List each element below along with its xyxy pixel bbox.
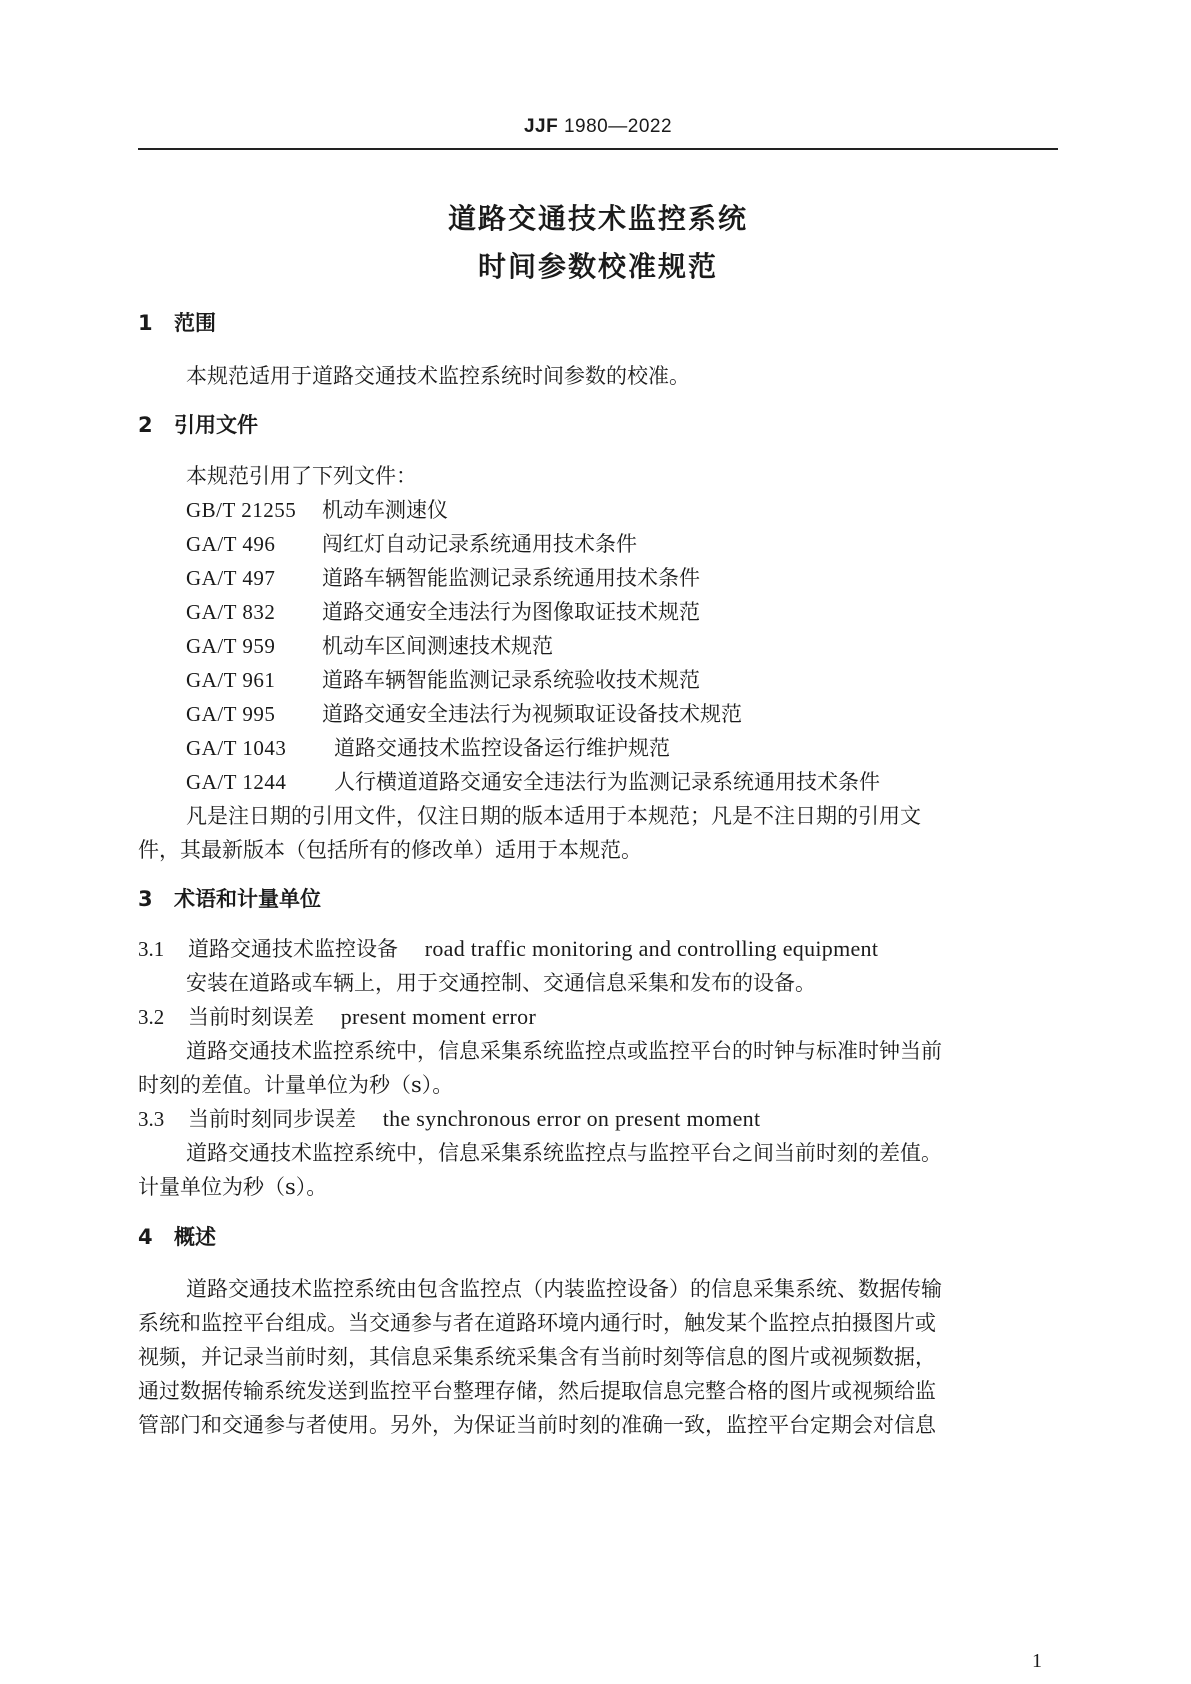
reference-code: GA/T 497	[186, 566, 276, 590]
page-header	[138, 116, 1058, 138]
term-chinese: 道路交通技术监控设备	[188, 937, 398, 961]
section-4-heading	[138, 1222, 216, 1252]
term-english: road traffic monitoring and controlling equipment	[424, 936, 879, 961]
section-2-heading	[138, 410, 258, 440]
reference-code: GA/T 1244	[186, 770, 287, 794]
reference-code: GA/T 961	[186, 668, 276, 692]
document-title-line1: 道路交通技术监控系统	[447, 202, 748, 235]
section-title: 范围	[174, 311, 216, 335]
reference-item	[186, 631, 553, 661]
std-code-number: 1980—2022	[563, 116, 673, 137]
reference-item	[186, 733, 670, 763]
overview-line: 管部门和交通参与者使用。另外，为保证当前时刻的准确一致，监控平台定期会对信息	[138, 1413, 936, 1437]
section-1-paragraph: 本规范适用于道路交通技术监控系统时间参数的校准。	[186, 364, 690, 388]
section-number: 1	[138, 311, 153, 335]
reference-code: GA/T 832	[186, 600, 276, 624]
overview-line: 视频，并记录当前时刻，其信息采集系统采集含有当前时刻等信息的图片或视频数据，	[138, 1345, 936, 1369]
section-title: 术语和计量单位	[174, 887, 321, 911]
reference-item	[186, 597, 700, 627]
reference-name: 机动车测速仪	[322, 498, 448, 522]
reference-name: 道路交通安全违法行为图像取证技术规范	[322, 600, 700, 624]
term-definition-line1: 安装在道路或车辆上，用于交通控制、交通信息采集和发布的设备。	[186, 971, 816, 995]
term-english: the synchronous error on present moment	[382, 1106, 761, 1131]
term-english: present moment error	[340, 1004, 537, 1029]
header-rule	[138, 148, 1058, 150]
reference-name: 道路车辆智能监测记录系统通用技术条件	[322, 566, 700, 590]
references-note-line2: 件，其最新版本（包括所有的修改单）适用于本规范。	[138, 838, 642, 862]
reference-name: 道路车辆智能监测记录系统验收技术规范	[322, 668, 700, 692]
section-number: 2	[138, 413, 153, 437]
references-intro: 本规范引用了下列文件：	[186, 464, 417, 488]
reference-name: 人行横道道路交通安全违法行为监测记录系统通用技术条件	[334, 770, 880, 794]
section-number: 3	[138, 887, 153, 911]
section-number: 4	[138, 1225, 153, 1249]
overview-line: 通过数据传输系统发送到监控平台整理存储，然后提取信息完整合格的图片或视频给监	[138, 1379, 936, 1403]
reference-item	[186, 529, 637, 559]
reference-item	[186, 563, 700, 593]
overview-line: 道路交通技术监控系统由包含监控点（内装监控设备）的信息采集系统、数据传输	[186, 1277, 942, 1301]
reference-code: GA/T 959	[186, 634, 276, 658]
overview-line: 系统和监控平台组成。当交通参与者在道路环境内通行时，触发某个监控点拍摄图片或	[138, 1311, 936, 1335]
reference-item	[186, 699, 742, 729]
term-entry	[138, 1104, 760, 1134]
section-title: 引用文件	[174, 413, 258, 437]
document-title-line2: 时间参数校准规范	[477, 250, 718, 283]
reference-code: GA/T 496	[186, 532, 276, 556]
term-definition-line2: 时刻的差值。计量单位为秒（s）。	[138, 1073, 454, 1097]
term-definition-line2: 计量单位为秒（s）。	[138, 1175, 328, 1199]
term-chinese: 当前时刻误差	[188, 1005, 314, 1029]
reference-name: 道路交通技术监控设备运行维护规范	[334, 736, 670, 760]
term-chinese: 当前时刻同步误差	[188, 1107, 356, 1131]
reference-item	[186, 665, 700, 695]
reference-code: GA/T 1043	[186, 736, 287, 760]
term-number: 3.2	[138, 1005, 165, 1029]
term-definition-line1: 道路交通技术监控系统中，信息采集系统监控点与监控平台之间当前时刻的差值。	[186, 1141, 942, 1165]
section-3-heading	[138, 884, 321, 914]
term-number: 3.1	[138, 937, 165, 961]
term-entry	[138, 934, 878, 964]
reference-item	[186, 495, 448, 525]
reference-item	[186, 767, 880, 797]
reference-name: 闯红灯自动记录系统通用技术条件	[322, 532, 637, 556]
references-note-line1: 凡是注日期的引用文件，仅注日期的版本适用于本规范；凡是不注日期的引用文	[186, 804, 921, 828]
section-title: 概述	[174, 1225, 216, 1249]
term-number: 3.3	[138, 1107, 165, 1131]
page-number: 1	[1032, 1650, 1042, 1672]
section-1-heading	[138, 308, 216, 338]
reference-code: GB/T 21255	[186, 498, 297, 522]
std-code-prefix: JJF	[523, 116, 559, 137]
reference-name: 道路交通安全违法行为视频取证设备技术规范	[322, 702, 742, 726]
term-definition-line1: 道路交通技术监控系统中，信息采集系统监控点或监控平台的时钟与标准时钟当前	[186, 1039, 942, 1063]
reference-code: GA/T 995	[186, 702, 276, 726]
term-entry	[138, 1002, 536, 1032]
reference-name: 机动车区间测速技术规范	[322, 634, 553, 658]
